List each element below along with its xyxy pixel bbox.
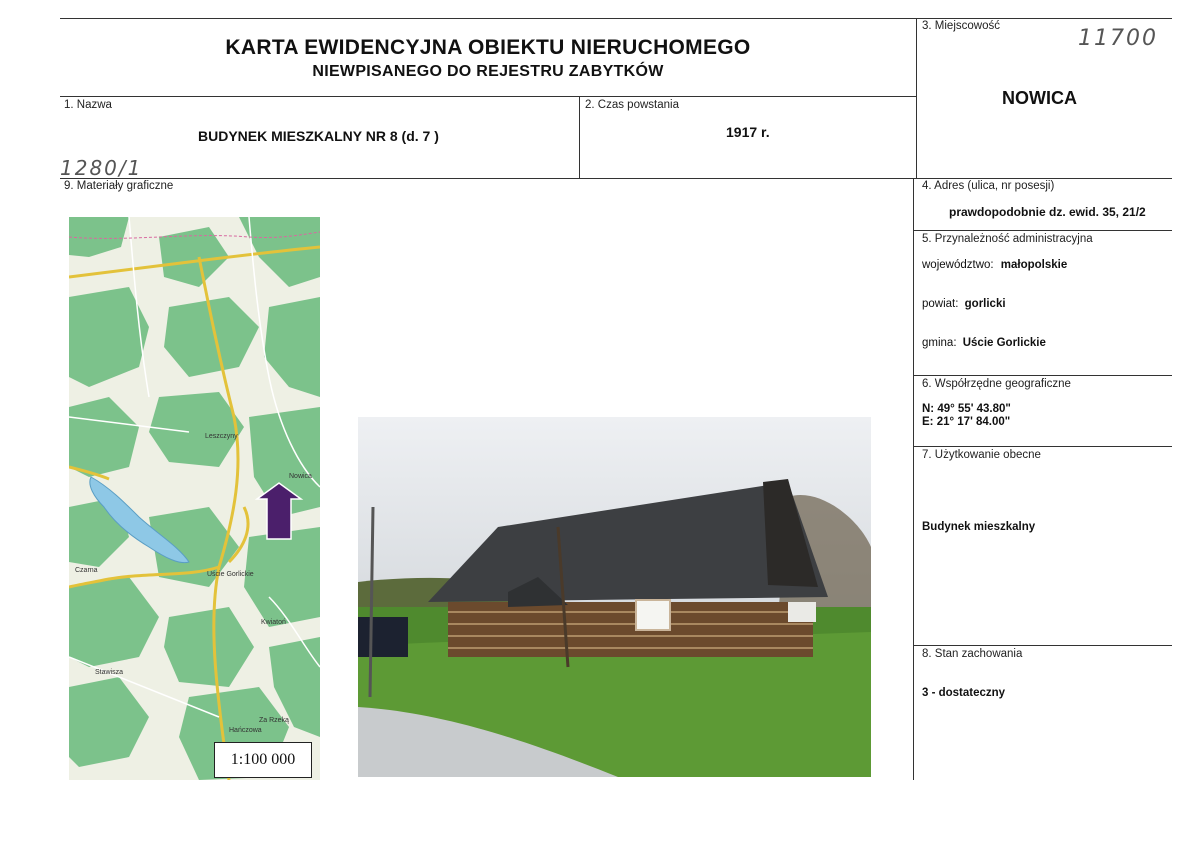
commune-value: Uście Gorlickie: [962, 337, 1046, 349]
map-label-za-rzeka: Za Rzeką: [259, 717, 289, 724]
coords-n: N: 49° 55' 43.80": [922, 403, 1011, 415]
place-label: 3. Miejscowość: [922, 20, 1000, 32]
coords-label: 6. Współrzędne geograficzne: [922, 378, 1071, 390]
map-label-kwiaton: Kwiatoń: [261, 619, 286, 626]
map-label-uscie: Uście Gorlickie: [207, 571, 254, 578]
address-value: prawdopodobnie dz. ewid. 35, 21/2: [949, 205, 1146, 219]
voivodeship-label: województwo:: [922, 259, 994, 271]
voivodeship-value: małopolskie: [1000, 259, 1068, 271]
coords-e: E: 21° 17' 84.00": [922, 416, 1011, 428]
location-map: [69, 217, 320, 780]
county-label: powiat:: [922, 298, 959, 310]
condition-value: 3 - dostateczny: [922, 687, 1006, 699]
map-label-stawisza: Stawisza: [95, 669, 124, 676]
graphics-label: 9. Materiały graficzne: [64, 180, 174, 192]
usage-value: Budynek mieszkalny: [922, 521, 1036, 533]
map-label-czarna: Czarna: [75, 567, 98, 574]
usage-label: 7. Użytkowanie obecne: [922, 449, 1041, 461]
map-scale: 1:100 000: [214, 742, 312, 778]
place-value: NOWICA: [1002, 88, 1077, 108]
commune-label: gmina:: [922, 337, 957, 349]
admin-label: 5. Przynależność administracyjna: [922, 233, 1093, 245]
name-value: BUDYNEK MIESZKALNY NR 8 (d. 7 ): [198, 128, 439, 144]
date-value: 1917 r.: [726, 124, 770, 140]
photo-graphic: [358, 417, 871, 777]
address-label: 4. Adres (ulica, nr posesji): [922, 180, 1055, 192]
voivodeship-row: [922, 259, 1067, 271]
map-label-nowica: Nowica: [289, 473, 312, 480]
county-value: gorlicki: [964, 298, 1006, 310]
condition-label: 8. Stan zachowania: [922, 648, 1023, 660]
commune-row: [922, 337, 1046, 349]
name-label: 1. Nazwa: [64, 99, 112, 111]
county-row: [922, 298, 1006, 310]
date-label: 2. Czas powstania: [585, 99, 679, 111]
map-graphic: [69, 217, 320, 780]
map-label-leszczyny: Leszczyny: [205, 433, 238, 440]
car: [358, 617, 408, 657]
handwritten-ref: 1280/1: [60, 156, 143, 180]
handwritten-number: 11700: [1078, 26, 1158, 51]
card-title: KARTA EWIDENCYJNA OBIEKTU NIERUCHOMEGO: [225, 36, 751, 59]
building-photo: [358, 417, 871, 777]
map-label-hanczowa: Hańczowa: [229, 727, 262, 734]
card-subtitle: NIEWPISANEGO DO REJESTRU ZABYTKÓW: [312, 63, 664, 80]
